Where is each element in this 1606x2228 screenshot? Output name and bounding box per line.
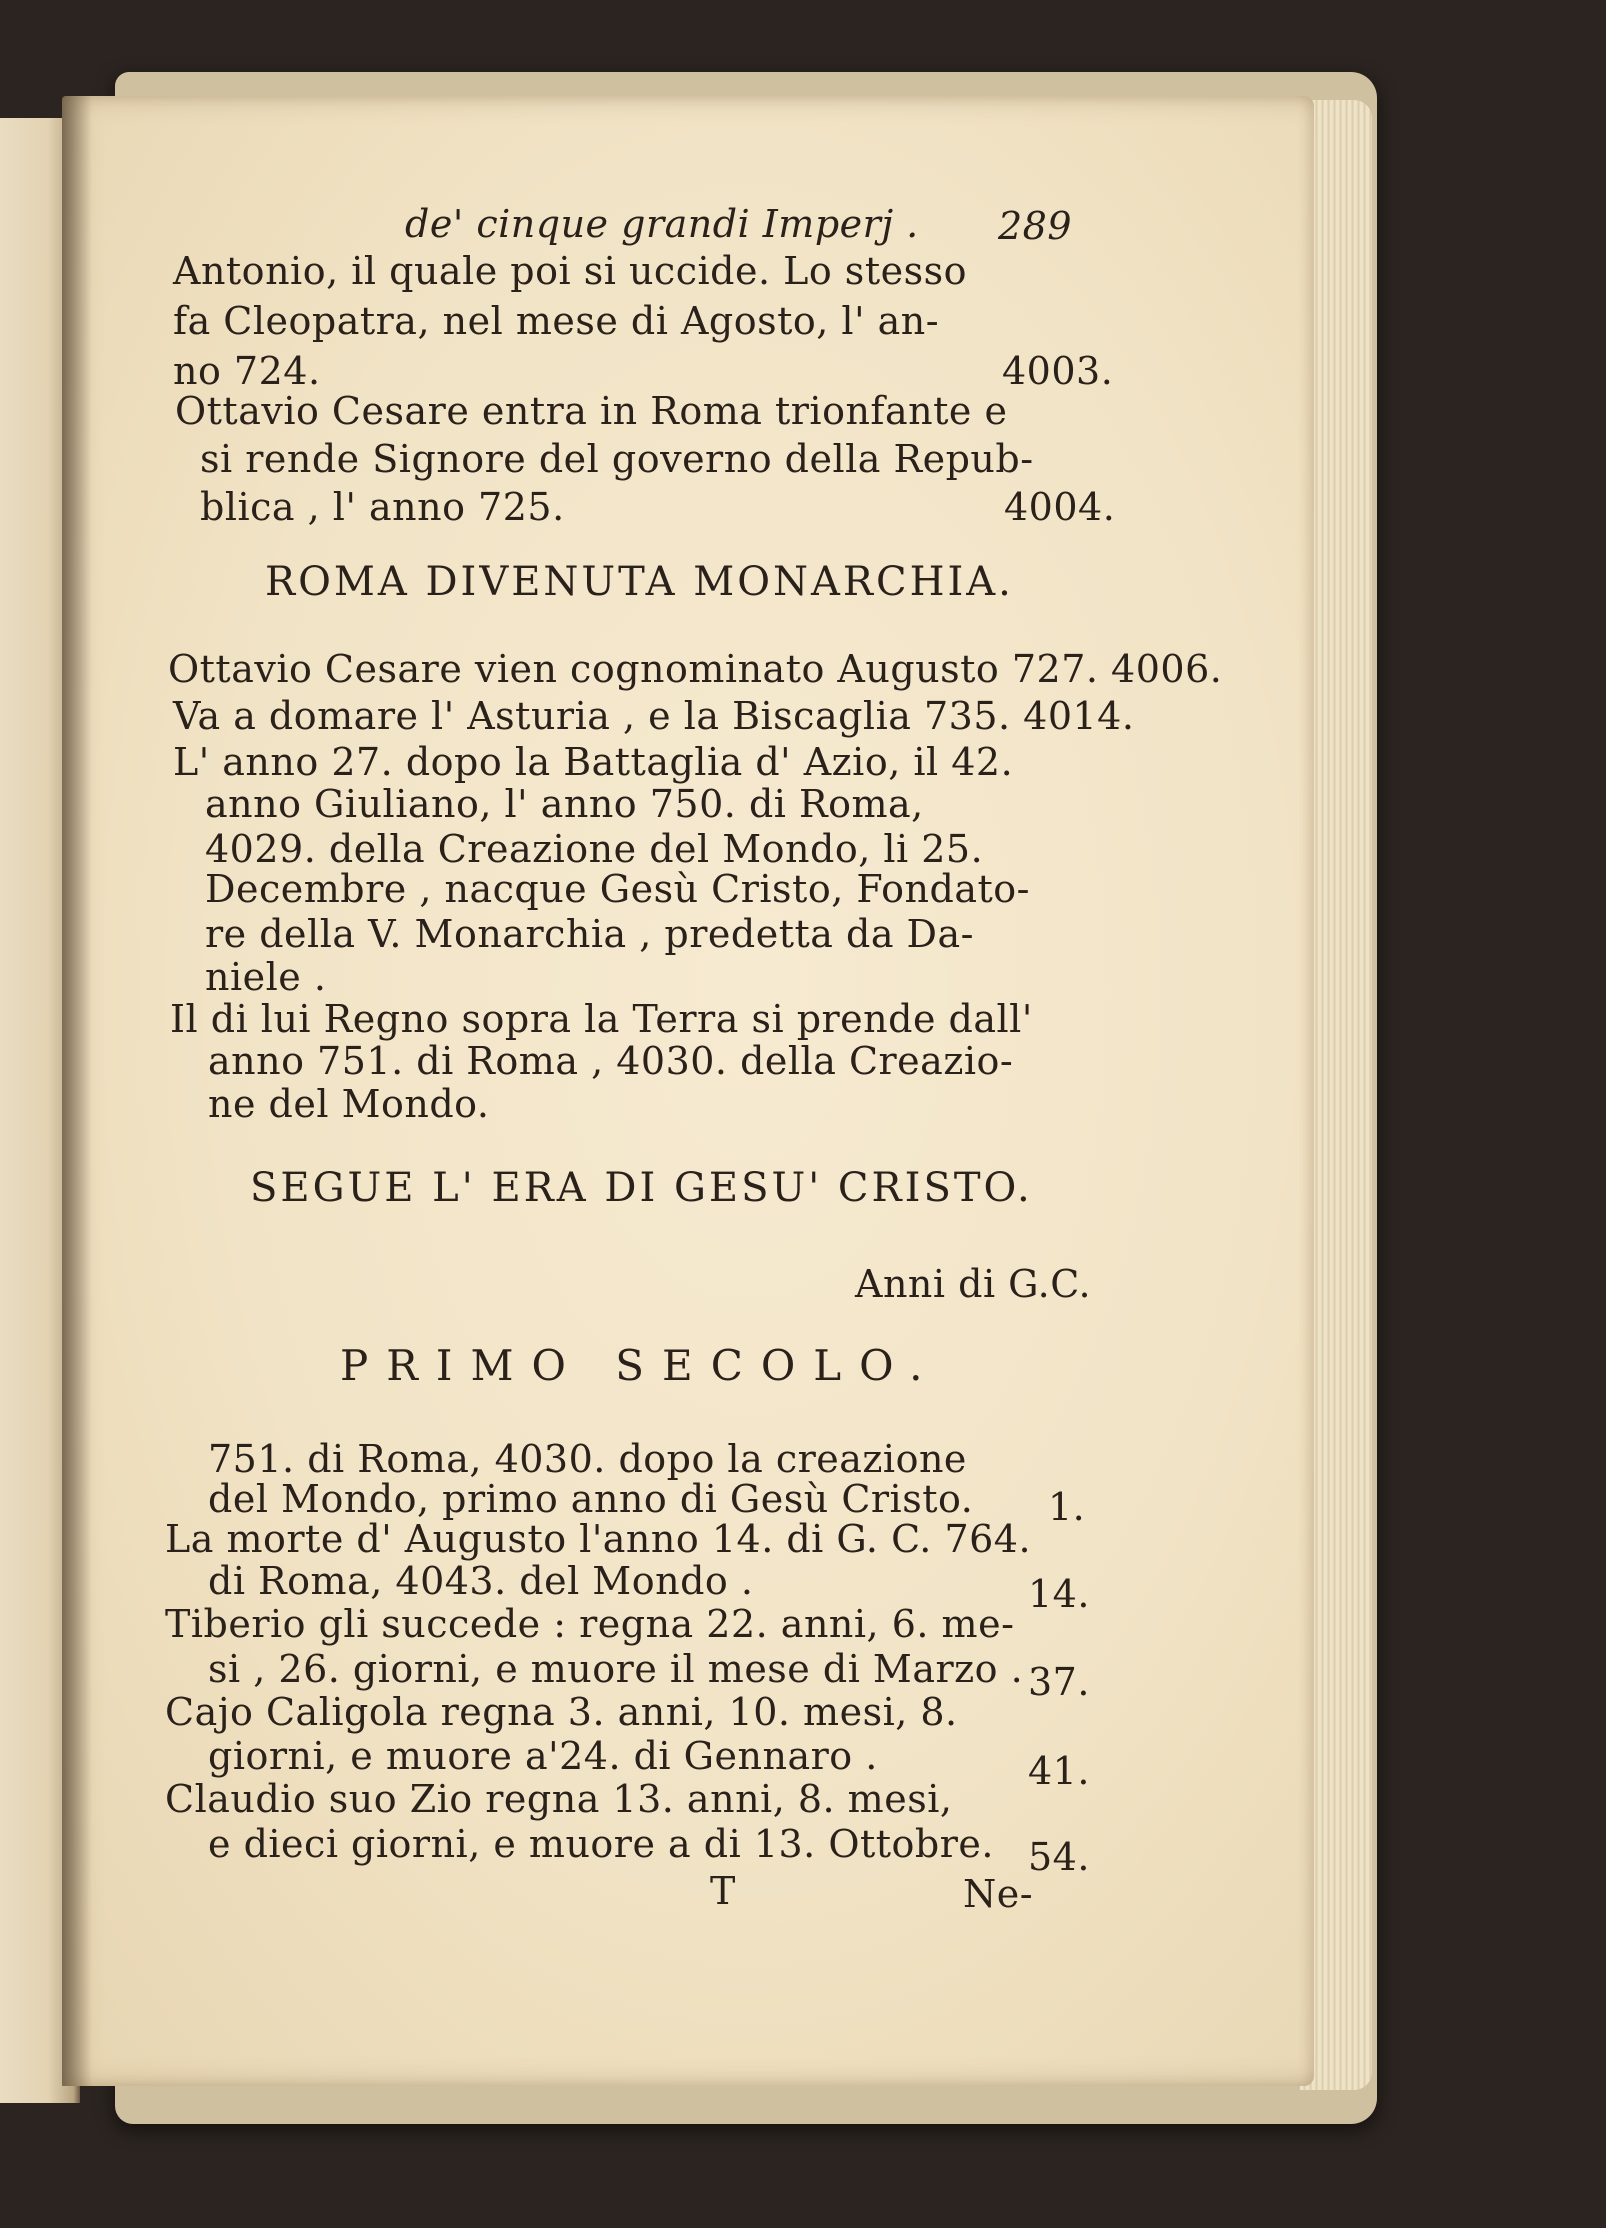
text-line: si rende Signore del governo della Repub- [200, 437, 1034, 481]
text-line: fa Cleopatra, nel mese di Agosto, l' an- [173, 299, 940, 343]
text-line: Tiberio gli succede : regna 22. anni, 6. me- [165, 1602, 1015, 1646]
text-line: La morte d' Augusto l'anno 14. di G. C. 764. [165, 1517, 1032, 1561]
text-line: Cajo Caligola regna 3. anni, 10. mesi, 8. [165, 1690, 958, 1734]
year-value: 4004. [1004, 485, 1116, 529]
text-line: 4029. della Creazione del Mondo, li 25. [205, 827, 984, 871]
text-line: anno Giuliano, l' anno 750. di Roma, [205, 782, 924, 826]
text-line: giorni, e muore a'24. di Gennaro . [208, 1734, 878, 1778]
text-line: di Roma, 4043. del Mondo . [208, 1559, 754, 1603]
year-value: 41. [1028, 1749, 1090, 1793]
text-line: si , 26. giorni, e muore il mese di Marzo . [208, 1647, 1024, 1691]
text-line: L' anno 27. dopo la Battaglia d' Azio, il 42. [173, 740, 1014, 784]
text-line: 751. di Roma, 4030. dopo la creazione [208, 1437, 967, 1481]
catchword: Ne- [963, 1872, 1034, 1916]
running-head: de' cinque grandi Imperj . [405, 202, 919, 246]
text-line: ne del Mondo. [208, 1082, 490, 1126]
text-line: re della V. Monarchia , predetta da Da- [205, 912, 975, 956]
text-line: Antonio, il quale poi si uccide. Lo stesso [173, 249, 967, 293]
text-line: Ottavio Cesare entra in Roma trionfante e [175, 389, 1008, 433]
text-line: Decembre , nacque Gesù Cristo, Fondato- [205, 867, 1030, 911]
text-line: e dieci giorni, e muore a di 13. Ottobre. [208, 1822, 994, 1866]
year-value: 1. [1048, 1485, 1086, 1529]
text-line: anno 751. di Roma , 4030. della Creazio- [208, 1039, 1014, 1083]
text-line: Va a domare l' Asturia , e la Biscaglia 735. 4014. [173, 694, 1135, 738]
text-line: niele . [205, 955, 327, 999]
section-heading: ROMA DIVENUTA MONARCHIA. [265, 559, 1014, 605]
text-line: Ottavio Cesare vien cognominato Augusto 727. 4006. [168, 647, 1223, 691]
signature-mark: T [710, 1869, 736, 1913]
text-line: Claudio suo Zio regna 13. anni, 8. mesi, [165, 1777, 953, 1821]
page-number: 289 [998, 204, 1073, 248]
year-value: 54. [1028, 1835, 1090, 1879]
section-heading: PRIMO SECOLO. [340, 1341, 941, 1390]
year-value: 4003. [1002, 349, 1114, 393]
text-line: blica , l' anno 725. [200, 485, 565, 529]
text-line: Il di lui Regno sopra la Terra si prende dall' [170, 997, 1033, 1041]
year-value: 14. [1028, 1572, 1090, 1616]
year-value: 37. [1028, 1660, 1090, 1704]
column-label: Anni di G.C. [855, 1262, 1092, 1306]
text-line: no 724. [173, 349, 321, 393]
section-heading: SEGUE L' ERA DI GESU' CRISTO. [250, 1165, 1033, 1211]
text-line: del Mondo, primo anno di Gesù Cristo. [208, 1477, 974, 1521]
